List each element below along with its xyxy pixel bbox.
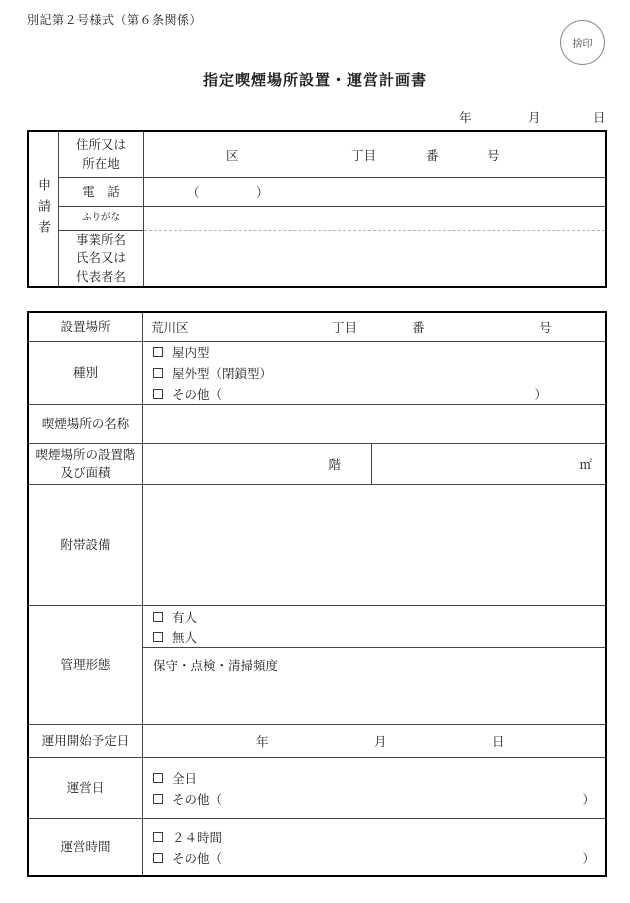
location-row bbox=[29, 313, 605, 341]
date-month-label: 月 bbox=[528, 111, 541, 125]
facilities-label: 附帯設備 bbox=[29, 485, 143, 605]
checkbox-indoor[interactable] bbox=[153, 347, 163, 357]
area-name-label: 喫煙場所の名称 bbox=[29, 405, 143, 443]
hours-option-other: その他（ ） bbox=[143, 847, 605, 868]
hours-other-paren-close: ） bbox=[582, 851, 595, 866]
name-label: 事業所名 氏名又は 代表者名 bbox=[59, 230, 144, 286]
checkbox-staffed[interactable] bbox=[153, 612, 163, 622]
management-row bbox=[29, 605, 605, 724]
stamp-circle bbox=[560, 20, 605, 65]
type-option-other: その他（ ） bbox=[143, 383, 605, 404]
operating-hours-field bbox=[143, 819, 605, 875]
applicant-furigana-row bbox=[59, 206, 605, 230]
checkbox-type-other[interactable] bbox=[153, 389, 163, 399]
maintenance-frequency-field[interactable] bbox=[143, 648, 605, 724]
form-number: 別記第２号様式（第６条関係） bbox=[27, 13, 203, 27]
start-date-day-hint: 日 bbox=[492, 735, 505, 749]
applicant-side-label: 申請者 bbox=[36, 177, 51, 241]
location-label: 設置場所 bbox=[29, 313, 143, 341]
floor-unit: 階 bbox=[328, 458, 341, 472]
applicant-table bbox=[27, 130, 607, 288]
start-date-row bbox=[29, 724, 605, 757]
maintenance-frequency-label: 保守・点検・清掃頻度 bbox=[153, 659, 279, 673]
applicant-phone-row bbox=[59, 177, 605, 206]
applicant-side-header bbox=[29, 132, 59, 286]
floor-field[interactable] bbox=[143, 444, 372, 484]
stamp-label: 捨印 bbox=[572, 39, 593, 50]
type-row bbox=[29, 341, 605, 404]
management-option-staffed: 有人 bbox=[143, 607, 605, 627]
phone-paren-open: （ bbox=[187, 186, 200, 200]
hours-option-24h: ２４時間 bbox=[143, 826, 605, 847]
management-label: 管理形態 bbox=[29, 606, 143, 724]
furigana-field[interactable] bbox=[144, 207, 605, 230]
phone-field[interactable] bbox=[144, 178, 605, 206]
operating-hours-row bbox=[29, 818, 605, 875]
address-ku-hint: 区 bbox=[226, 148, 239, 163]
area-field[interactable] bbox=[372, 444, 605, 484]
location-ward-value: 荒川区 bbox=[151, 321, 189, 335]
location-chome-hint: 丁目 bbox=[332, 321, 358, 335]
name-field[interactable] bbox=[144, 230, 605, 286]
start-date-field[interactable] bbox=[143, 725, 605, 757]
address-label: 住所又は 所在地 bbox=[59, 132, 144, 177]
address-field[interactable] bbox=[144, 132, 605, 177]
checkbox-outdoor[interactable] bbox=[153, 368, 163, 378]
days-other-paren-close: ） bbox=[582, 792, 595, 807]
area-unit: ㎡ bbox=[579, 458, 592, 472]
type-label: 種別 bbox=[29, 342, 143, 404]
type-option-outdoor: 屋外型（閉鎖型） bbox=[143, 363, 605, 384]
address-go-hint: 号 bbox=[487, 148, 500, 163]
floor-area-label: 喫煙場所の設置階 及び面積 bbox=[29, 444, 143, 484]
management-option-unstaffed: 無人 bbox=[143, 627, 605, 647]
operating-hours-label: 運営時間 bbox=[29, 819, 143, 875]
location-go-hint: 号 bbox=[539, 321, 552, 335]
location-ban-hint: 番 bbox=[412, 321, 425, 335]
checkbox-unstaffed[interactable] bbox=[153, 632, 163, 642]
facilities-row bbox=[29, 484, 605, 605]
floor-area-row bbox=[29, 443, 605, 484]
checkbox-hours-other[interactable] bbox=[153, 853, 163, 863]
operating-days-row bbox=[29, 757, 605, 818]
operating-days-label: 運営日 bbox=[29, 758, 143, 818]
furigana-label: ふりがな bbox=[59, 207, 144, 230]
address-chome-hint: 丁目 bbox=[351, 148, 377, 163]
page-title: 指定喫煙場所設置・運営計画書 bbox=[202, 73, 427, 89]
start-date-label: 運用開始予定日 bbox=[29, 725, 143, 757]
facilities-field[interactable] bbox=[143, 485, 605, 605]
start-date-month-hint: 月 bbox=[374, 735, 387, 749]
phone-paren-close: ） bbox=[256, 186, 269, 200]
days-option-other: その他（ ） bbox=[143, 788, 605, 809]
start-date-year-hint: 年 bbox=[256, 735, 269, 749]
type-option-indoor: 屋内型 bbox=[143, 342, 605, 363]
date-year-label: 年 bbox=[459, 111, 472, 125]
type-field bbox=[143, 342, 605, 404]
area-name-row bbox=[29, 404, 605, 443]
days-option-allday: 全日 bbox=[143, 767, 605, 788]
checkbox-all-days[interactable] bbox=[153, 773, 163, 783]
area-name-field[interactable] bbox=[143, 405, 605, 443]
applicant-name-row bbox=[59, 230, 605, 286]
location-field[interactable] bbox=[143, 313, 605, 341]
plan-table bbox=[27, 311, 607, 877]
floor-area-fields bbox=[143, 444, 605, 484]
date-day-label: 日 bbox=[593, 111, 606, 125]
checkbox-24hours[interactable] bbox=[153, 832, 163, 842]
management-options bbox=[143, 606, 605, 648]
applicant-address-row bbox=[59, 132, 605, 177]
checkbox-days-other[interactable] bbox=[153, 794, 163, 804]
address-ban-hint: 番 bbox=[426, 148, 439, 163]
type-other-paren-close: ） bbox=[534, 387, 547, 402]
operating-days-field bbox=[143, 758, 605, 818]
management-field bbox=[143, 606, 605, 724]
phone-label: 電 話 bbox=[59, 178, 144, 206]
